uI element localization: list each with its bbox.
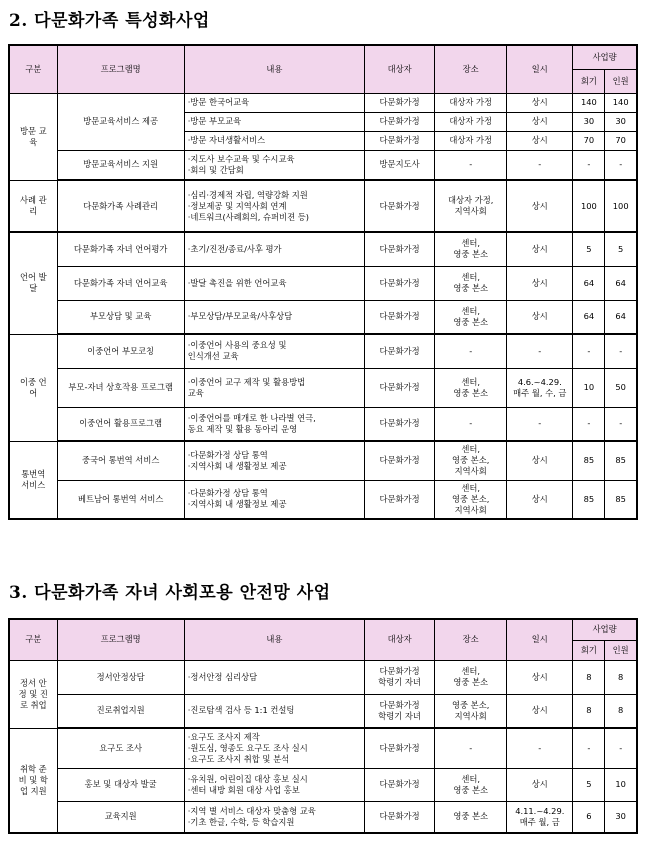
content-cell: ·지도사 보수교육 및 수시교육 ·회의 및 간담회 [184, 150, 364, 180]
sessions-cell: 64 [573, 300, 605, 334]
table-row [9, 694, 637, 728]
content-cell: ·요구도 조사지 제작 ·원도심, 영종도 요구도 조사 실시 ·요구도 조사지 취합 및 분석 [184, 728, 364, 768]
place-cell: 센터, 영중 본소, 지역사회 [435, 441, 507, 480]
people-cell: 8 [605, 694, 637, 728]
place-cell: 대상자 가정 [435, 112, 507, 131]
people-cell: - [605, 150, 637, 180]
content-cell: ·부모상담/부모교육/사후상담 [184, 300, 364, 334]
sessions-cell: 30 [573, 112, 605, 131]
place-cell: 영중 본소 [435, 801, 507, 833]
program-name-cell: 이중언어 활용프로그램 [57, 407, 184, 441]
content-cell: ·다문화가정 상담 통역 ·지역사회 내 생활정보 제공 [184, 480, 364, 519]
schedule-cell: 상시 [507, 694, 573, 728]
schedule-cell: 상시 [507, 180, 573, 232]
place-cell: 영중 본소, 지역사회 [435, 694, 507, 728]
category-cell: 정서 안정 및 진로 취업 [9, 660, 57, 728]
schedule-cell: 상시 [507, 112, 573, 131]
header-sessions: 회기 [573, 640, 605, 660]
content-cell: ·이중언어를 매개로 한 나라별 연극, 동요 제작 및 활용 동아리 운영 [184, 407, 364, 441]
header-sessions: 회기 [573, 69, 605, 93]
place-cell: - [435, 728, 507, 768]
schedule-cell: 상시 [507, 441, 573, 480]
people-cell: 30 [605, 801, 637, 833]
schedule-cell: - [507, 407, 573, 441]
sessions-cell: 64 [573, 266, 605, 300]
place-cell: 센터, 영중 본소 [435, 266, 507, 300]
sessions-cell: 85 [573, 480, 605, 519]
header-category: 구분 [9, 619, 57, 660]
program-name-cell: 부모상담 및 교육 [57, 300, 184, 334]
program-name-cell: 진로취업지원 [57, 694, 184, 728]
sessions-cell: 8 [573, 660, 605, 694]
header-program: 프로그램명 [57, 45, 184, 93]
program-name-cell: 방문교육서비스 제공 [57, 93, 184, 150]
people-cell: - [605, 728, 637, 768]
header-target: 대상자 [365, 45, 435, 93]
table-row [9, 728, 637, 768]
schedule-cell: 상시 [507, 768, 573, 801]
section2-title: 2. 다문화가족 특성화사업 [9, 11, 210, 31]
place-cell: 대상자 가정 [435, 93, 507, 112]
header-schedule: 일시 [507, 45, 573, 93]
content-cell: ·방문 자녀생활서비스 [184, 131, 364, 150]
program-name-cell: 부모-자녀 상호작용 프로그램 [57, 368, 184, 407]
schedule-cell: - [507, 334, 573, 368]
target-cell: 다문화가정 [365, 93, 435, 112]
target-cell: 다문화가정 [365, 368, 435, 407]
place-cell: - [435, 150, 507, 180]
sessions-cell: 10 [573, 368, 605, 407]
schedule-cell: - [507, 150, 573, 180]
content-cell: ·이중언어 사용의 중요성 및 인식개선 교육 [184, 334, 364, 368]
program-name-cell: 중국어 통번역 서비스 [57, 441, 184, 480]
table-row [9, 407, 637, 441]
content-cell: ·초기/진전/종료/사후 평가 [184, 232, 364, 266]
target-cell: 다문화가정 [365, 180, 435, 232]
schedule-cell: 상시 [507, 480, 573, 519]
content-cell: ·심리·경제적 자립, 역량강화 지원 ·정보제공 및 지역사회 연계 ·네트워크(사례회의, 슈퍼비젼 등) [184, 180, 364, 232]
table-row [9, 180, 637, 232]
schedule-cell: 상시 [507, 131, 573, 150]
table-row [9, 334, 637, 368]
category-cell: 통번역 서비스 [9, 441, 57, 519]
program-name-cell: 정서안정상담 [57, 660, 184, 694]
section3-table [8, 618, 638, 834]
place-cell: 센터, 영중 본소, 지역사회 [435, 480, 507, 519]
program-name-cell: 홍보 및 대상자 발굴 [57, 768, 184, 801]
sessions-cell: 140 [573, 93, 605, 112]
sessions-cell: 8 [573, 694, 605, 728]
header-place: 장소 [435, 619, 507, 660]
people-cell: 64 [605, 266, 637, 300]
table-row [9, 368, 637, 407]
place-cell: 센터, 영중 본소 [435, 300, 507, 334]
target-cell: 다문화가정 [365, 266, 435, 300]
place-cell: 대상자 가정 [435, 131, 507, 150]
program-name-cell: 교육지원 [57, 801, 184, 833]
sessions-cell: 6 [573, 801, 605, 833]
place-cell: - [435, 334, 507, 368]
content-cell: ·방문 한국어교육 [184, 93, 364, 112]
program-name-cell: 방문교육서비스 지원 [57, 150, 184, 180]
header-program: 프로그램명 [57, 619, 184, 660]
place-cell: 대상자 가정, 지역사회 [435, 180, 507, 232]
header-place: 장소 [435, 45, 507, 93]
header-people: 인원 [605, 640, 637, 660]
schedule-cell: 상시 [507, 232, 573, 266]
header-volume: 사업량 [573, 45, 637, 69]
people-cell: - [605, 334, 637, 368]
people-cell: 8 [605, 660, 637, 694]
target-cell: 다문화가정 학령기 자녀 [365, 660, 435, 694]
table-row [9, 266, 637, 300]
schedule-cell: 상시 [507, 660, 573, 694]
people-cell: 10 [605, 768, 637, 801]
header-category: 구분 [9, 45, 57, 93]
target-cell: 다문화가정 [365, 480, 435, 519]
content-cell: ·유치원, 어린이집 대상 홍보 실시 ·센터 내방 회원 대상 사업 홍보 [184, 768, 364, 801]
table-row [9, 232, 637, 266]
schedule-cell: - [507, 728, 573, 768]
program-name-cell: 다문화가족 자녀 언어평가 [57, 232, 184, 266]
people-cell: 30 [605, 112, 637, 131]
content-cell: ·진로탐색 검사 등 1:1 컨설팅 [184, 694, 364, 728]
people-cell: 64 [605, 300, 637, 334]
people-cell: 100 [605, 180, 637, 232]
header-volume: 사업량 [573, 619, 637, 640]
program-name-cell: 요구도 조사 [57, 728, 184, 768]
section2-table [8, 44, 638, 520]
category-cell: 이중 언어 [9, 334, 57, 441]
target-cell: 다문화가정 [365, 334, 435, 368]
target-cell: 방문지도사 [365, 150, 435, 180]
target-cell: 다문화가정 [365, 728, 435, 768]
content-cell: ·방문 부모교육 [184, 112, 364, 131]
table-row [9, 300, 637, 334]
people-cell: - [605, 407, 637, 441]
target-cell: 다문화가정 [365, 768, 435, 801]
sessions-cell: 100 [573, 180, 605, 232]
target-cell: 다문화가정 [365, 131, 435, 150]
schedule-cell: 4.11.~4.29. 매주 월, 금 [507, 801, 573, 833]
sessions-cell: 5 [573, 768, 605, 801]
sessions-cell: 70 [573, 131, 605, 150]
table-row [9, 480, 637, 519]
category-cell: 사례 관리 [9, 180, 57, 232]
target-cell: 다문화가정 [365, 441, 435, 480]
schedule-cell: 상시 [507, 266, 573, 300]
table-row [9, 93, 637, 112]
category-cell: 취학 준비 및 학업 지원 [9, 728, 57, 833]
target-cell: 다문화가정 [365, 232, 435, 266]
content-cell: ·정서안정 심리상담 [184, 660, 364, 694]
header-target: 대상자 [365, 619, 435, 660]
people-cell: 85 [605, 441, 637, 480]
target-cell: 다문화가정 [365, 801, 435, 833]
schedule-cell: 4.6.~4.29. 매주 월, 수, 금 [507, 368, 573, 407]
sessions-cell: - [573, 150, 605, 180]
section3-title: 3. 다문화가족 자녀 사회포용 안전망 사업 [9, 583, 331, 603]
sessions-cell: - [573, 334, 605, 368]
program-name-cell: 다문화가족 사례관리 [57, 180, 184, 232]
content-cell: ·지역 별 서비스 대상자 맞춤형 교육 ·기초 한글, 수학, 등 학습지원 [184, 801, 364, 833]
sessions-cell: 5 [573, 232, 605, 266]
table-row [9, 801, 637, 833]
people-cell: 70 [605, 131, 637, 150]
category-cell: 방문 교육 [9, 93, 57, 180]
target-cell: 다문화가정 학령기 자녀 [365, 694, 435, 728]
place-cell: - [435, 407, 507, 441]
table-row [9, 150, 637, 180]
table-row [9, 441, 637, 480]
content-cell: ·발달 촉진을 위한 언어교육 [184, 266, 364, 300]
program-name-cell: 이중언어 부모코칭 [57, 334, 184, 368]
header-schedule: 일시 [507, 619, 573, 660]
category-cell: 언어 발달 [9, 232, 57, 334]
schedule-cell: 상시 [507, 93, 573, 112]
header-content: 내용 [184, 619, 364, 660]
header-people: 인원 [605, 69, 637, 93]
target-cell: 다문화가정 [365, 112, 435, 131]
place-cell: 센터, 영중 본소 [435, 660, 507, 694]
program-name-cell: 베트남어 통번역 서비스 [57, 480, 184, 519]
table-row [9, 768, 637, 801]
target-cell: 다문화가정 [365, 300, 435, 334]
people-cell: 140 [605, 93, 637, 112]
people-cell: 5 [605, 232, 637, 266]
sessions-cell: - [573, 407, 605, 441]
sessions-cell: - [573, 728, 605, 768]
people-cell: 85 [605, 480, 637, 519]
sessions-cell: 85 [573, 441, 605, 480]
content-cell: ·다문화가정 상담 통역 ·지역사회 내 생활정보 제공 [184, 441, 364, 480]
schedule-cell: 상시 [507, 300, 573, 334]
place-cell: 센터, 영중 본소 [435, 232, 507, 266]
place-cell: 센터, 영중 본소 [435, 768, 507, 801]
content-cell: ·이중언어 교구 제작 및 활용방법 교육 [184, 368, 364, 407]
header-content: 내용 [184, 45, 364, 93]
table-row [9, 660, 637, 694]
place-cell: 센터, 영중 본소 [435, 368, 507, 407]
people-cell: 50 [605, 368, 637, 407]
target-cell: 다문화가정 [365, 407, 435, 441]
program-name-cell: 다문화가족 자녀 언어교육 [57, 266, 184, 300]
